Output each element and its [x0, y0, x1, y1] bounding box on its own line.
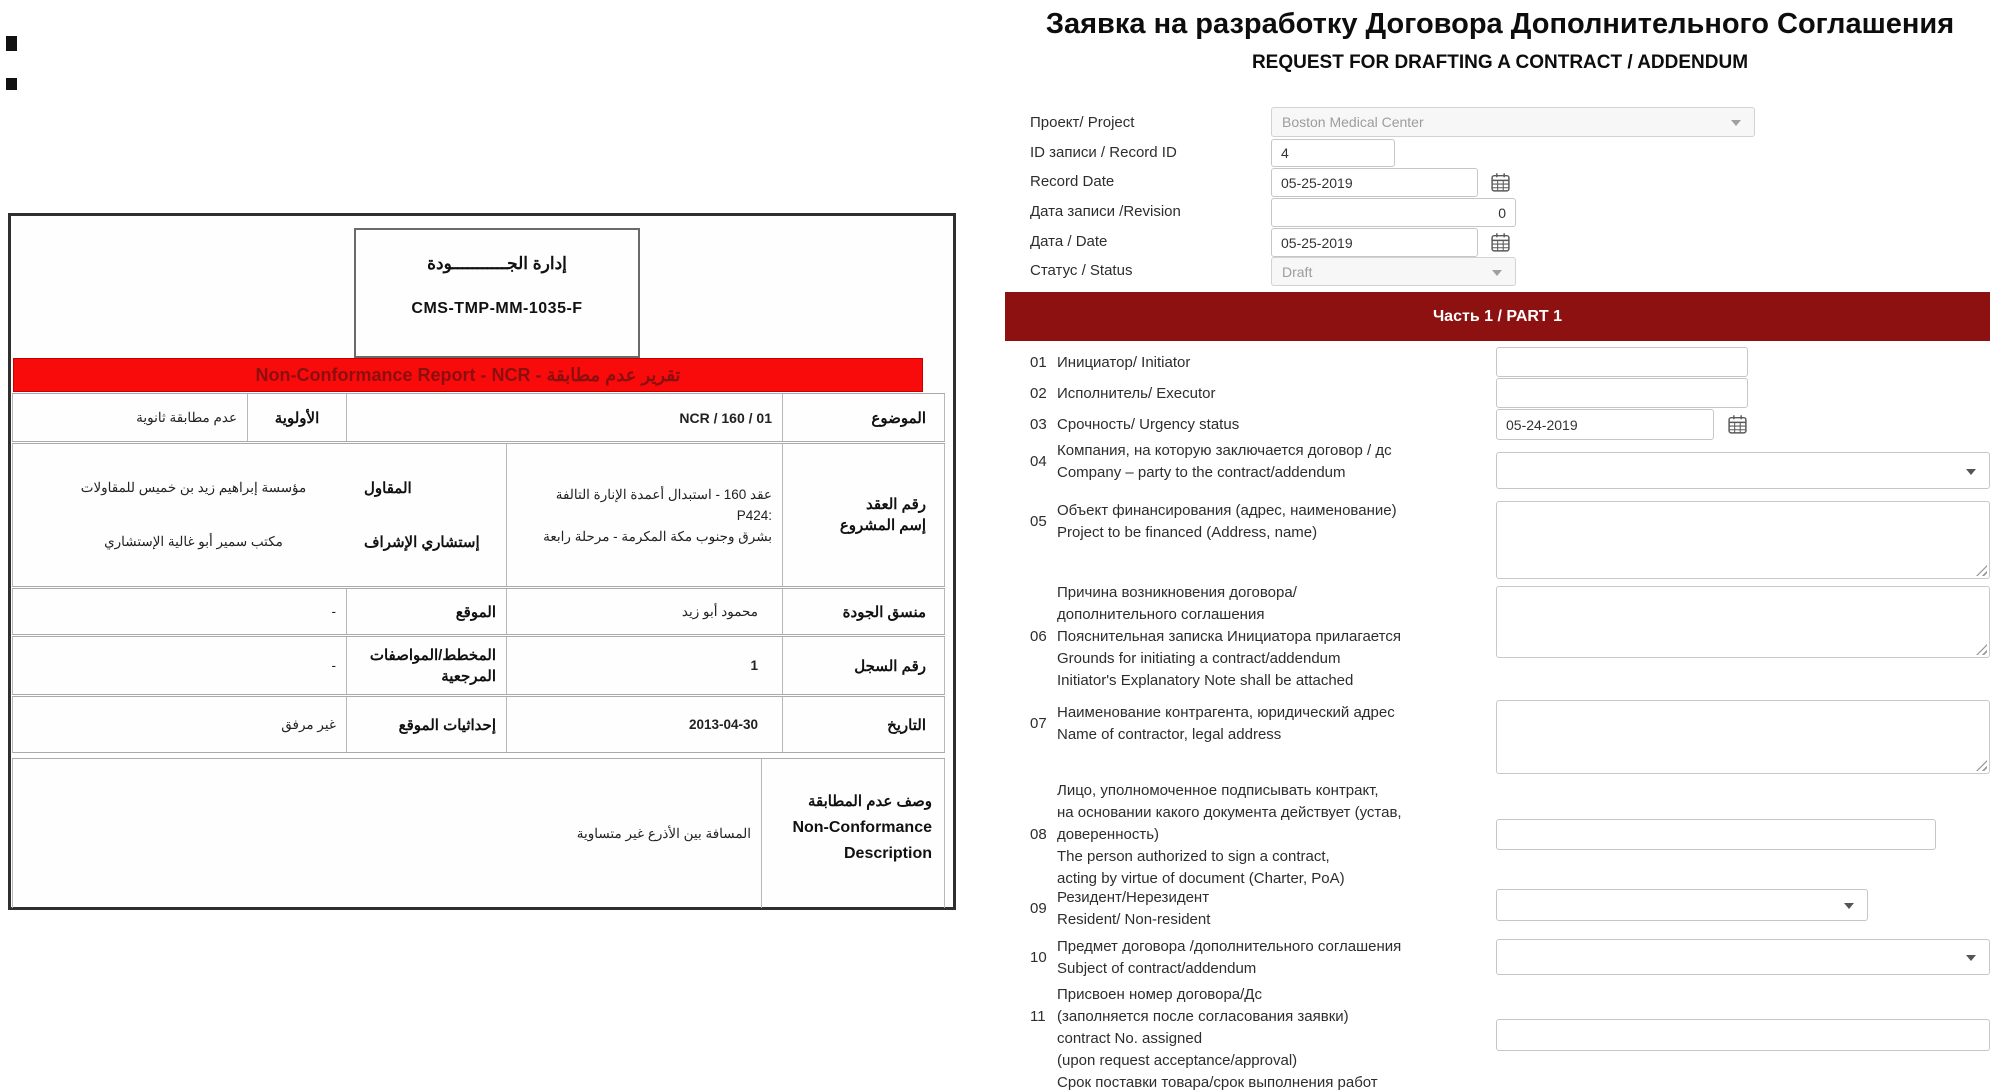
status-select[interactable] [1271, 257, 1516, 286]
record-no-value-cell [506, 637, 782, 694]
date-value: 2013-04-30 [688, 717, 758, 732]
item10-label-line1: Предмет договора /дополнительного соглашения [1057, 938, 1402, 955]
calendar-icon[interactable] [1490, 172, 1511, 193]
item11-label-line3: contract No. assigned [1057, 1030, 1203, 1047]
item07-label-line1: Наименование контрагента, юридический адрес [1057, 704, 1395, 721]
item05-number: 05 [1030, 513, 1047, 530]
project-label: Проект/ Project [1030, 114, 1135, 131]
contract-label-line2: إسم المشروع [839, 517, 926, 534]
chevron-down-icon [1966, 469, 1976, 475]
record-date-label: Record Date [1030, 173, 1115, 190]
item08-label-line1: Лицо, уполномоченное подписывать контракт, [1057, 782, 1379, 799]
record-id-label: ID записи / Record ID [1030, 144, 1177, 161]
priority-value-cell [12, 394, 247, 441]
subject-label-cell [782, 394, 945, 441]
reference-value: - [331, 658, 336, 673]
scan-artifact [6, 36, 17, 51]
status-label: Статус / Status [1030, 262, 1133, 279]
subject-select[interactable] [1496, 939, 1990, 975]
chevron-down-icon [1492, 270, 1502, 276]
item08-label-line3: доверенность) [1057, 826, 1160, 843]
item12-label-line1: Срок поставки товара/срок выполнения работ [1057, 1074, 1378, 1090]
priority-label-cell [247, 394, 346, 441]
coordinator-label: منسق الجودة [842, 603, 926, 621]
item06-label-line4: Grounds for initiating a contract/addendum [1057, 650, 1341, 667]
description-label-en1: Non-Conformance [792, 819, 932, 836]
item11-label-line4: (upon request acceptance/approval) [1057, 1052, 1298, 1069]
item10-label-line2: Subject of contract/addendum [1057, 960, 1257, 977]
reference-value-cell [12, 637, 346, 694]
description-value-cell [12, 759, 761, 908]
authorized-person-input[interactable] [1496, 819, 1936, 850]
project-select[interactable] [1271, 107, 1755, 137]
item02-number: 02 [1030, 385, 1047, 402]
item05-label-line1: Объект финансирования (адрес, наименование) [1057, 502, 1397, 519]
item11-label-line2: (заполняется после согласования заявки) [1057, 1008, 1349, 1025]
item08-label-line4: The person authorized to sign a contract, [1057, 848, 1330, 865]
coordinates-value: غير مرفق [281, 716, 336, 732]
initiator-input[interactable] [1496, 347, 1748, 377]
ncr-document-code: CMS-TMP-MM-1035-F [411, 300, 583, 317]
calendar-icon[interactable] [1490, 232, 1511, 253]
date-label-cell [782, 697, 945, 752]
company-select[interactable] [1496, 452, 1990, 489]
form-title: Заявка на разработку Договора Дополнительного Соглашения [1045, 8, 1955, 40]
status-select-value: Draft [1282, 263, 1313, 280]
item07-number: 07 [1030, 715, 1047, 732]
item09-number: 09 [1030, 900, 1047, 917]
record-no-label-cell [782, 637, 945, 694]
location-value-cell [12, 589, 346, 634]
subject-value: NCR / 160 / 01 [679, 409, 772, 426]
coordinator-label-cell [782, 589, 945, 634]
ncr-row-subject [12, 393, 945, 442]
item01-label: Инициатор/ Initiator [1057, 354, 1191, 371]
reference-label [357, 645, 496, 687]
item03-label: Срочность/ Urgency status [1057, 416, 1240, 433]
contractor-label: المقاول [364, 480, 412, 498]
date-input[interactable] [1271, 228, 1478, 257]
item06-label-line5: Initiator's Explanatory Note shall be attached [1057, 672, 1354, 689]
reference-label-cell [346, 637, 506, 694]
ncr-row-date [12, 696, 945, 753]
location-label: الموقع [455, 603, 496, 621]
record-no-label: رقم السجل [854, 657, 926, 675]
priority-value: عدم مطابقة ثانوية [136, 409, 237, 425]
ncr-row-description [12, 758, 945, 908]
record-date-input[interactable] [1271, 168, 1478, 197]
item06-number: 06 [1030, 628, 1047, 645]
consultant-subrow [23, 533, 496, 551]
coordinates-value-cell [12, 697, 346, 752]
record-no-value: 1 [750, 658, 758, 673]
item05-label-line2: Project to be financed (Address, name) [1057, 524, 1318, 541]
item08-label-line2: на основании какого документа действует (устав, [1057, 804, 1402, 821]
ncr-row-coordinator [12, 588, 945, 635]
contract-request-form [1005, 0, 1995, 1090]
contract-label-cell [782, 444, 945, 586]
contractor-name-textarea[interactable] [1496, 700, 1990, 774]
location-label-cell [346, 589, 506, 634]
revision-label: Дата записи /Revision [1030, 203, 1181, 220]
contract-label [793, 494, 926, 536]
consultant-label: إستشاري الإشراف [364, 533, 480, 551]
contract-value-line1: عقد 160 - استبدال أعمدة الإنارة التالفة :P424 [555, 486, 772, 523]
contractor-value: مؤسسة إبراهيم زيد بن خميس للمقاولات [80, 480, 307, 496]
item11-number: 11 [1030, 1008, 1046, 1025]
subject-label: الموضوع [871, 409, 926, 427]
item02-label: Исполнитель/ Executor [1057, 385, 1216, 402]
item08-label-line5: acting by virtue of document (Charter, PoA) [1057, 870, 1345, 887]
item01-number: 01 [1030, 354, 1047, 371]
item06-label-line3: Пояснительная записка Инициатора прилагается [1057, 628, 1401, 645]
contract-value-cell [506, 444, 782, 586]
item06-label-line1: Причина возникновения договора/ [1057, 584, 1297, 601]
coordinates-label: إحداثيات الموقع [398, 716, 496, 734]
ncr-document-preview [8, 213, 956, 910]
executor-input[interactable] [1496, 378, 1748, 408]
priority-label: الأولوية [274, 409, 320, 427]
coordinates-label-cell [346, 697, 506, 752]
item04-label-line2: Company – party to the contract/addendum [1057, 464, 1346, 481]
item03-number: 03 [1030, 416, 1047, 433]
consultant-value: مكتب سمير أبو غالية الإستشاري [104, 533, 283, 549]
form-subtitle: REQUEST FOR DRAFTING A CONTRACT / ADDENDUM [1251, 52, 1749, 73]
date-value-cell [506, 697, 782, 752]
revision-input[interactable] [1271, 198, 1516, 227]
chevron-down-icon [1844, 903, 1854, 909]
item08-number: 08 [1030, 826, 1047, 843]
item06-label-line2: дополнительного соглашения [1057, 606, 1265, 623]
contractor-subrow [23, 479, 496, 497]
chevron-down-icon [1731, 120, 1741, 126]
scan-artifact [6, 78, 17, 90]
description-label [772, 789, 932, 867]
financed-project-textarea[interactable] [1496, 501, 1990, 579]
contract-project-value [517, 484, 772, 547]
item10-number: 10 [1030, 949, 1047, 966]
ncr-header-box [354, 228, 640, 358]
reference-label-line2: المرجعية [441, 667, 496, 685]
grounds-textarea[interactable] [1496, 586, 1990, 658]
urgency-date-input[interactable] [1496, 409, 1714, 440]
description-label-cell [761, 759, 945, 908]
calendar-icon[interactable] [1727, 414, 1748, 435]
item09-label-line1: Резидент/Нерезидент [1057, 889, 1210, 906]
location-value: - [331, 604, 336, 619]
item11-label-line1: Присвоен номер договора/Дс [1057, 986, 1262, 1003]
subject-value-cell [346, 394, 782, 441]
contract-label-line1: رقم العقد [866, 496, 926, 513]
reference-label-line1: المخطط/المواصفات [369, 646, 496, 664]
item04-number: 04 [1030, 453, 1047, 470]
contract-number-input[interactable] [1496, 1019, 1990, 1051]
contractor-cell [12, 444, 506, 586]
resident-select[interactable] [1496, 889, 1868, 921]
item04-label-line1: Компания, на которую заключается договор / дс [1057, 442, 1392, 459]
description-value: المسافة بين الأذرع غير متساوية [576, 825, 751, 841]
ncr-department-title: إدارة الجـــــــــــودة [427, 254, 567, 273]
project-select-value: Boston Medical Center [1282, 114, 1424, 130]
ncr-row-contract [12, 443, 945, 587]
record-id-input[interactable] [1271, 139, 1395, 167]
chevron-down-icon [1966, 955, 1976, 961]
description-label-en2: Description [843, 845, 932, 862]
date-label: التاريخ [887, 716, 926, 734]
coordinator-value-cell [506, 589, 782, 634]
item07-label-line2: Name of contractor, legal address [1057, 726, 1282, 743]
coordinator-value: محمود أبو زيد [681, 603, 758, 619]
ncr-row-record-no [12, 636, 945, 695]
date-label: Дата / Date [1030, 233, 1108, 250]
contract-value-line2: بشرق وجنوب مكة المكرمة - مرحلة رابعة [543, 528, 772, 544]
part1-banner: Часть 1 / PART 1 [1005, 292, 1990, 341]
ncr-title-banner: Non-Conformance Report - NCR - تقرير عدم مطابقة [13, 358, 923, 392]
description-label-ar: وصف عدم المطابقة [807, 793, 932, 810]
item09-label-line2: Resident/ Non-resident [1057, 911, 1211, 928]
